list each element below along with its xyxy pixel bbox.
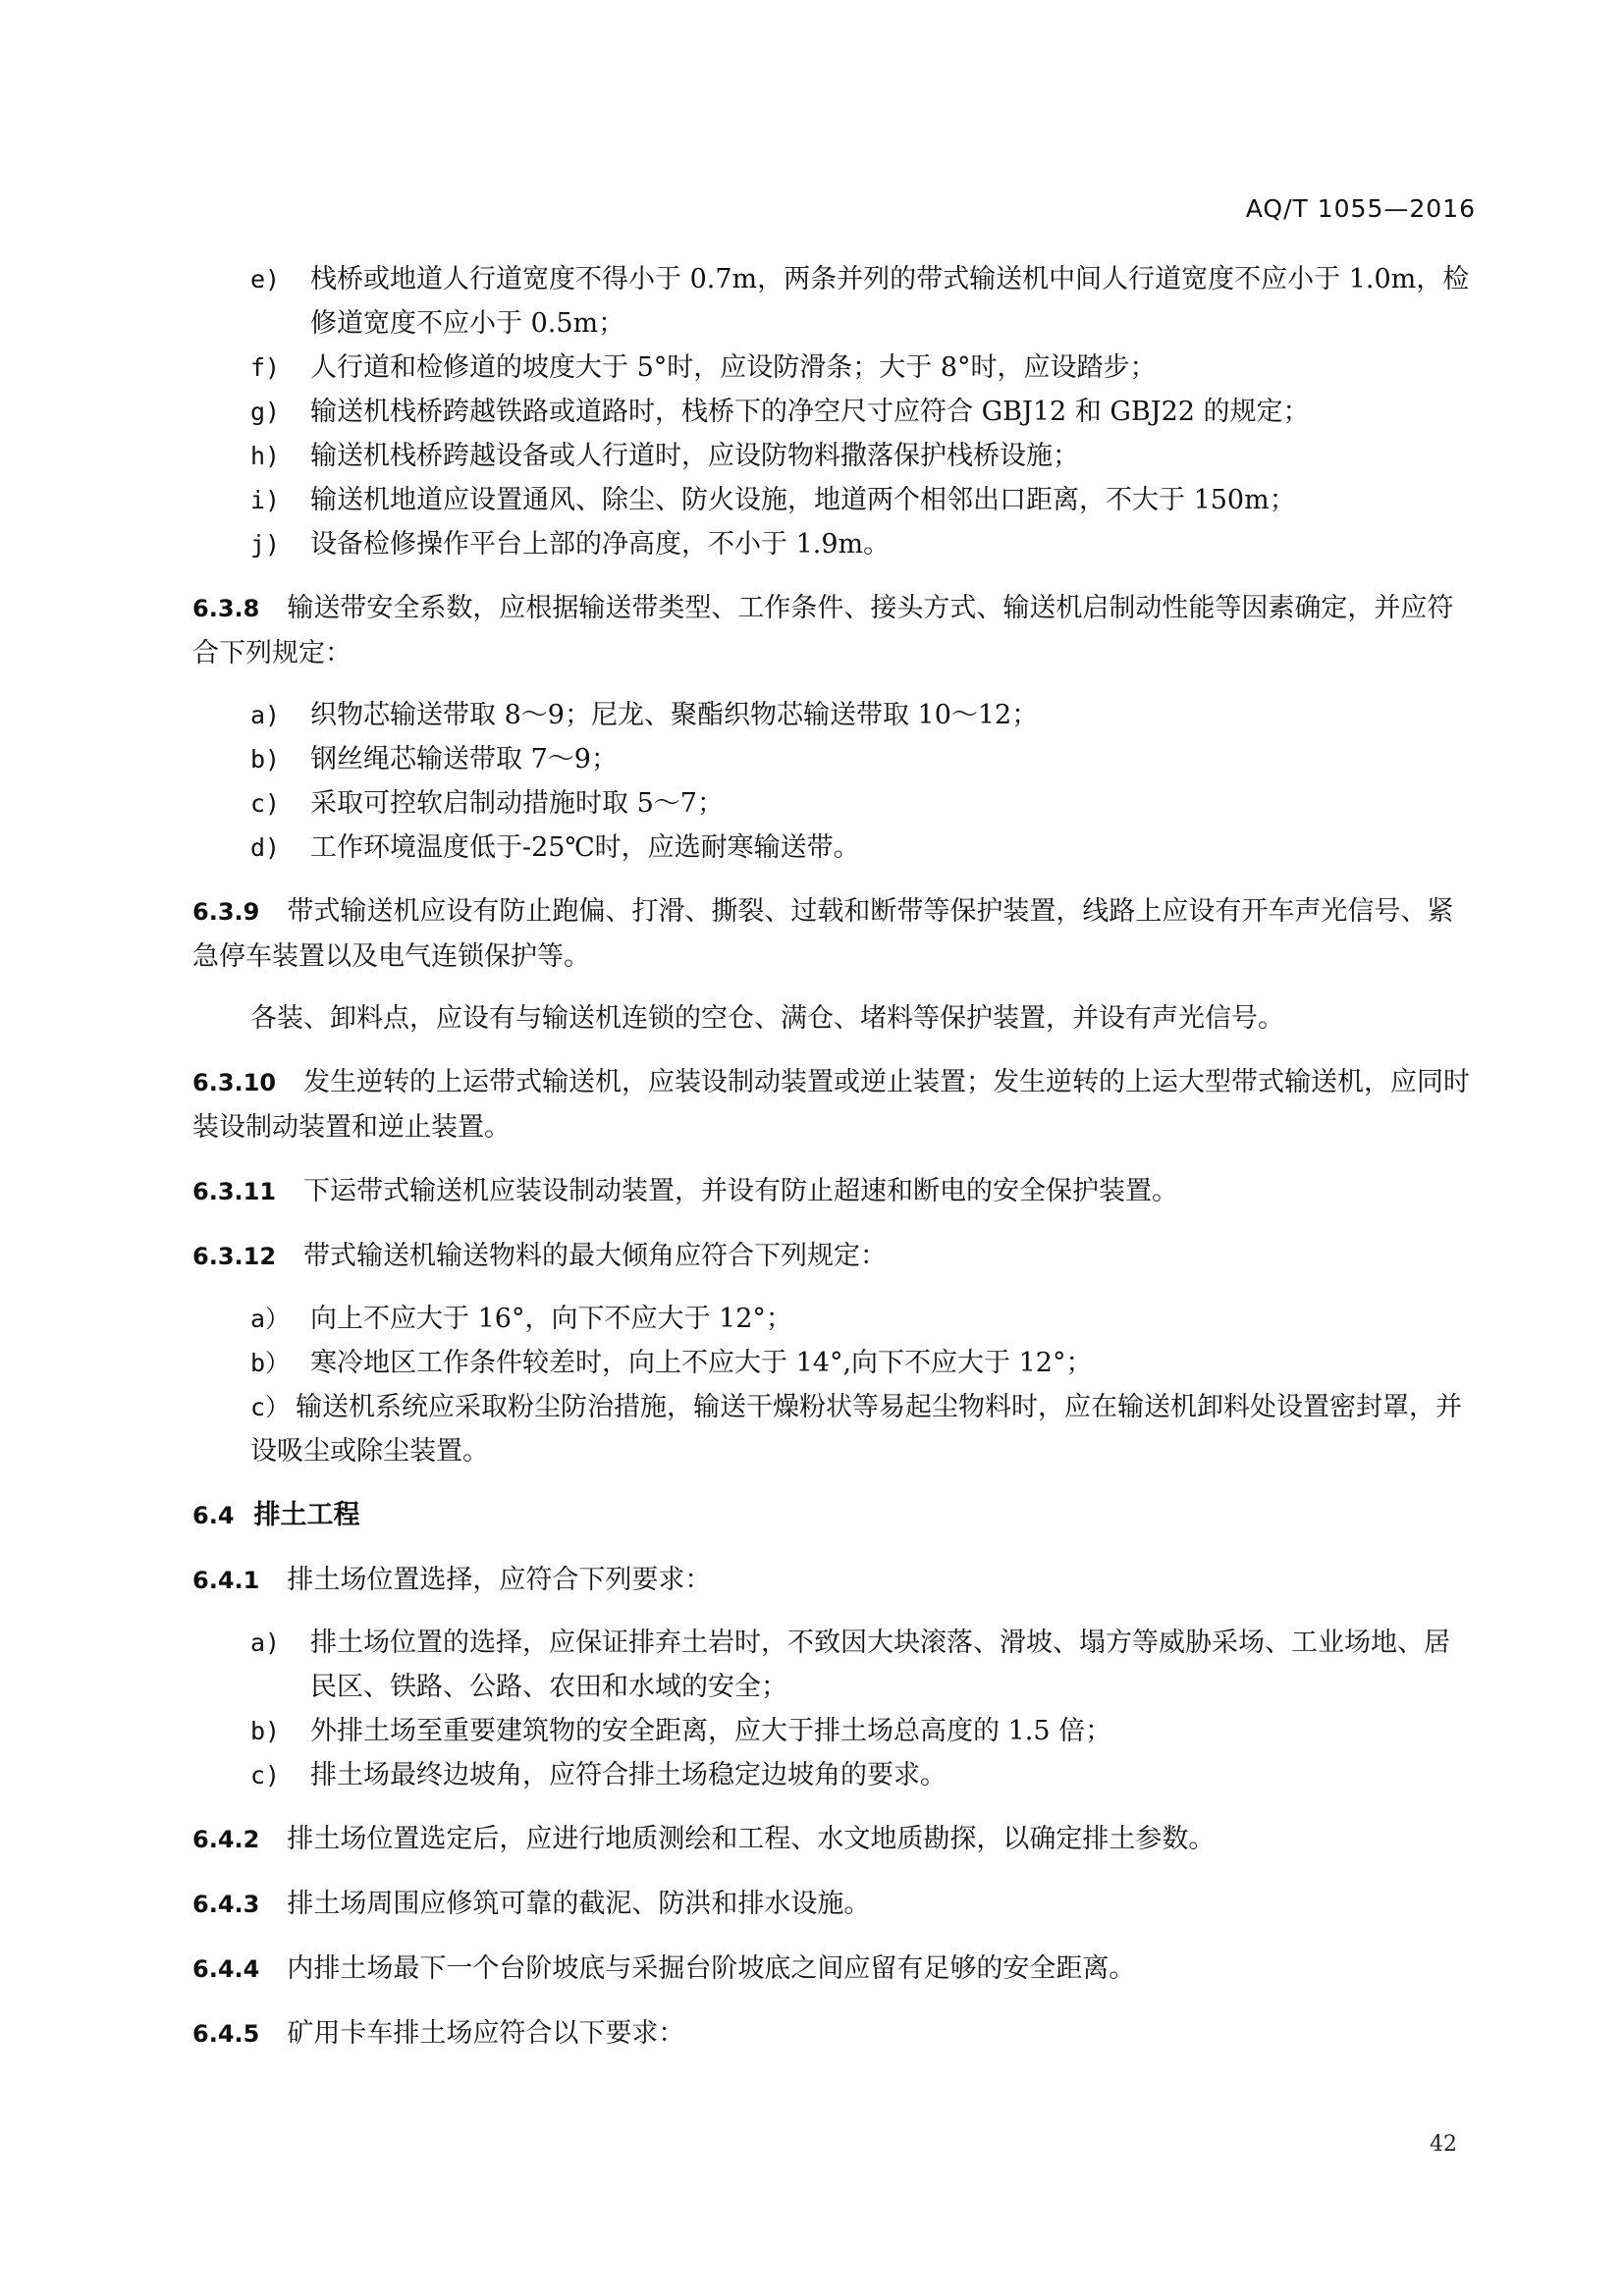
clause-6-4-1 xyxy=(192,1558,1473,1603)
clause-6-3-12 xyxy=(192,1234,1473,1279)
document-body xyxy=(192,257,1473,2056)
list-item xyxy=(192,737,1473,781)
list-item-text: 人行道和检修道的坡度大于 5°时，应设防滑条；大于 8°时，应设踏步； xyxy=(310,352,1157,383)
list-item-text: 排土场位置的选择，应保证排弃土岩时，不致因大块滚落、滑坡、塌方等威胁采场、工业场地、居民区、铁路、公路、农田和水域的安全； xyxy=(310,1628,1450,1702)
list-item xyxy=(192,390,1473,434)
list-marker: g) xyxy=(250,398,281,426)
list-item xyxy=(192,1621,1473,1709)
list-item xyxy=(192,1341,1473,1385)
list-item-text: 钢丝绳芯输送带取 7～9； xyxy=(310,744,618,774)
list-item xyxy=(192,1385,1473,1473)
clause-number: 6.4.5 xyxy=(192,2020,260,2048)
clause-text: 排土场位置选择，应符合下列要求： xyxy=(287,1565,712,1595)
clause-number: 6.4.3 xyxy=(192,1891,260,1918)
clause-6-4-4 xyxy=(192,1947,1473,1992)
clause-text: 带式输送机应设有防止跑偏、打滑、撕裂、过载和断带等保护装置，线路上应设有开车声光信号、紧急停车装置以及电气连锁保护等。 xyxy=(192,896,1454,972)
list-item-text: 采取可控软启制动措施时取 5～7； xyxy=(310,788,724,819)
section-title-6-4 xyxy=(192,1493,1473,1538)
clause-6-3-8 xyxy=(192,586,1473,675)
list-item-text: 栈桥或地道人行道宽度不得小于 0.7m，两条并列的带式输送机中间人行道宽度不应小于 1.0m，检修道宽度不应小于 0.5m； xyxy=(310,264,1470,339)
list-item-text: 输送机系统应采取粉尘防治措施，输送干燥粉状等易起尘物料时，应在输送机卸料处设置密封罩，并设吸尘或除尘装置。 xyxy=(250,1392,1463,1467)
list-marker: j) xyxy=(250,530,281,559)
clause-number: 6.4.2 xyxy=(192,1826,260,1853)
list-item-text: 织物芯输送带取 8～9；尼龙、聚酯织物芯输送带取 10～12； xyxy=(310,700,1039,730)
clause-text: 排土场周围应修筑可靠的截泥、防洪和排水设施。 xyxy=(287,1889,871,1919)
list-item xyxy=(192,478,1473,522)
clause-text: 内排土场最下一个台阶坡底与采掘台阶坡底之间应留有足够的安全距离。 xyxy=(287,1953,1136,1984)
list-marker: d) xyxy=(250,833,281,862)
list-item-text: 向上不应大于 16°，向下不应大于 12°； xyxy=(310,1304,792,1334)
list-item-text: 外排土场至重要建筑物的安全距离，应大于排土场总高度的 1.5 倍； xyxy=(310,1716,1112,1746)
list-item-text: 设备检修操作平台上部的净高度，不小于 1.9m。 xyxy=(310,529,891,560)
standard-code-header: AQ/T 1055—2016 xyxy=(1245,194,1476,223)
list-marker: b) xyxy=(250,1717,281,1745)
list-item xyxy=(192,1753,1473,1797)
list-item-text: 排土场最终边坡角，应符合排土场稳定边坡角的要求。 xyxy=(310,1760,947,1790)
clause-number: 6.3.12 xyxy=(192,1243,277,1270)
list-item xyxy=(192,1297,1473,1341)
list-item xyxy=(192,434,1473,478)
list-marker: b） xyxy=(250,1349,291,1377)
list-item-text: 寒冷地区工作条件较差时，向上不应大于 14°,向下不应大于 12°； xyxy=(310,1348,1093,1378)
list-item xyxy=(192,826,1473,870)
list-marker: c） xyxy=(250,1393,291,1421)
clause-text: 输送带安全系数，应根据输送带类型、工作条件、接头方式、输送机启制动性能等因素确定，并应符合下列规定： xyxy=(192,593,1454,668)
clause-number: 6.4.4 xyxy=(192,1955,260,1983)
list-marker: i) xyxy=(250,486,281,514)
list-item-text: 输送机地道应设置通风、除尘、防火设施，地道两个相邻出口距离，不大于 150m； xyxy=(310,485,1296,515)
clause-number: 6.3.10 xyxy=(192,1069,277,1096)
list-marker: f) xyxy=(250,353,281,382)
section-heading: 排土工程 xyxy=(253,1500,360,1530)
section-number: 6.4 xyxy=(192,1502,235,1529)
clause-text: 下运带式输送机应装设制动装置，并设有防止超速和断电的安全保护装置。 xyxy=(303,1176,1179,1206)
list-marker: c) xyxy=(250,1761,281,1789)
list-marker: e) xyxy=(250,265,281,294)
clause-6-3-9 xyxy=(192,889,1473,979)
list-item xyxy=(192,1709,1473,1753)
list-item-text: 输送机栈桥跨越铁路或道路时，栈桥下的净空尺寸应符合 GBJ12 和 GBJ22 的规定； xyxy=(310,397,1310,427)
clause-text: 发生逆转的上运带式输送机，应装设制动装置或逆止装置；发生逆转的上运大型带式输送机，应同时装设制动装置和逆止装置。 xyxy=(192,1067,1471,1143)
list-item xyxy=(192,781,1473,826)
list-item xyxy=(192,522,1473,566)
list-marker: a) xyxy=(250,1629,281,1657)
clause-number: 6.3.11 xyxy=(192,1178,277,1205)
clause-text: 矿用卡车排土场应符合以下要求： xyxy=(287,2018,685,2049)
list-marker: a） xyxy=(250,1305,291,1333)
clause-6-3-11 xyxy=(192,1169,1473,1214)
clause-paragraph: 各装、卸料点，应设有与输送机连锁的空仓、满仓、堵料等保护装置，并设有声光信号。 xyxy=(250,1003,1284,1034)
list-marker: b) xyxy=(250,745,281,774)
clause-6-3-10 xyxy=(192,1060,1473,1149)
clause-6-4-2 xyxy=(192,1817,1473,1862)
page-number: 42 xyxy=(1430,2132,1457,2157)
clause-6-4-5 xyxy=(192,2011,1473,2056)
clause-6-4-3 xyxy=(192,1882,1473,1927)
list-marker: a) xyxy=(250,701,281,729)
clause-text: 带式输送机输送物料的最大倾角应符合下列规定： xyxy=(303,1241,888,1271)
list-marker: c) xyxy=(250,789,281,818)
clause-number: 6.3.8 xyxy=(192,595,260,622)
list-item-text: 输送机栈桥跨越设备或人行道时，应设防物料撒落保护栈桥设施； xyxy=(310,441,1079,471)
clause-text: 排土场位置选定后，应进行地质测绘和工程、水文地质勘探，以确定排土参数。 xyxy=(287,1824,1216,1854)
list-item xyxy=(192,346,1473,390)
list-item-text: 工作环境温度低于-25℃时，应选耐寒输送带。 xyxy=(310,832,860,863)
clause-number: 6.4.1 xyxy=(192,1567,260,1594)
list-item xyxy=(192,257,1473,346)
clause-number: 6.3.9 xyxy=(192,898,260,926)
list-item xyxy=(192,693,1473,737)
list-marker: h) xyxy=(250,442,281,470)
